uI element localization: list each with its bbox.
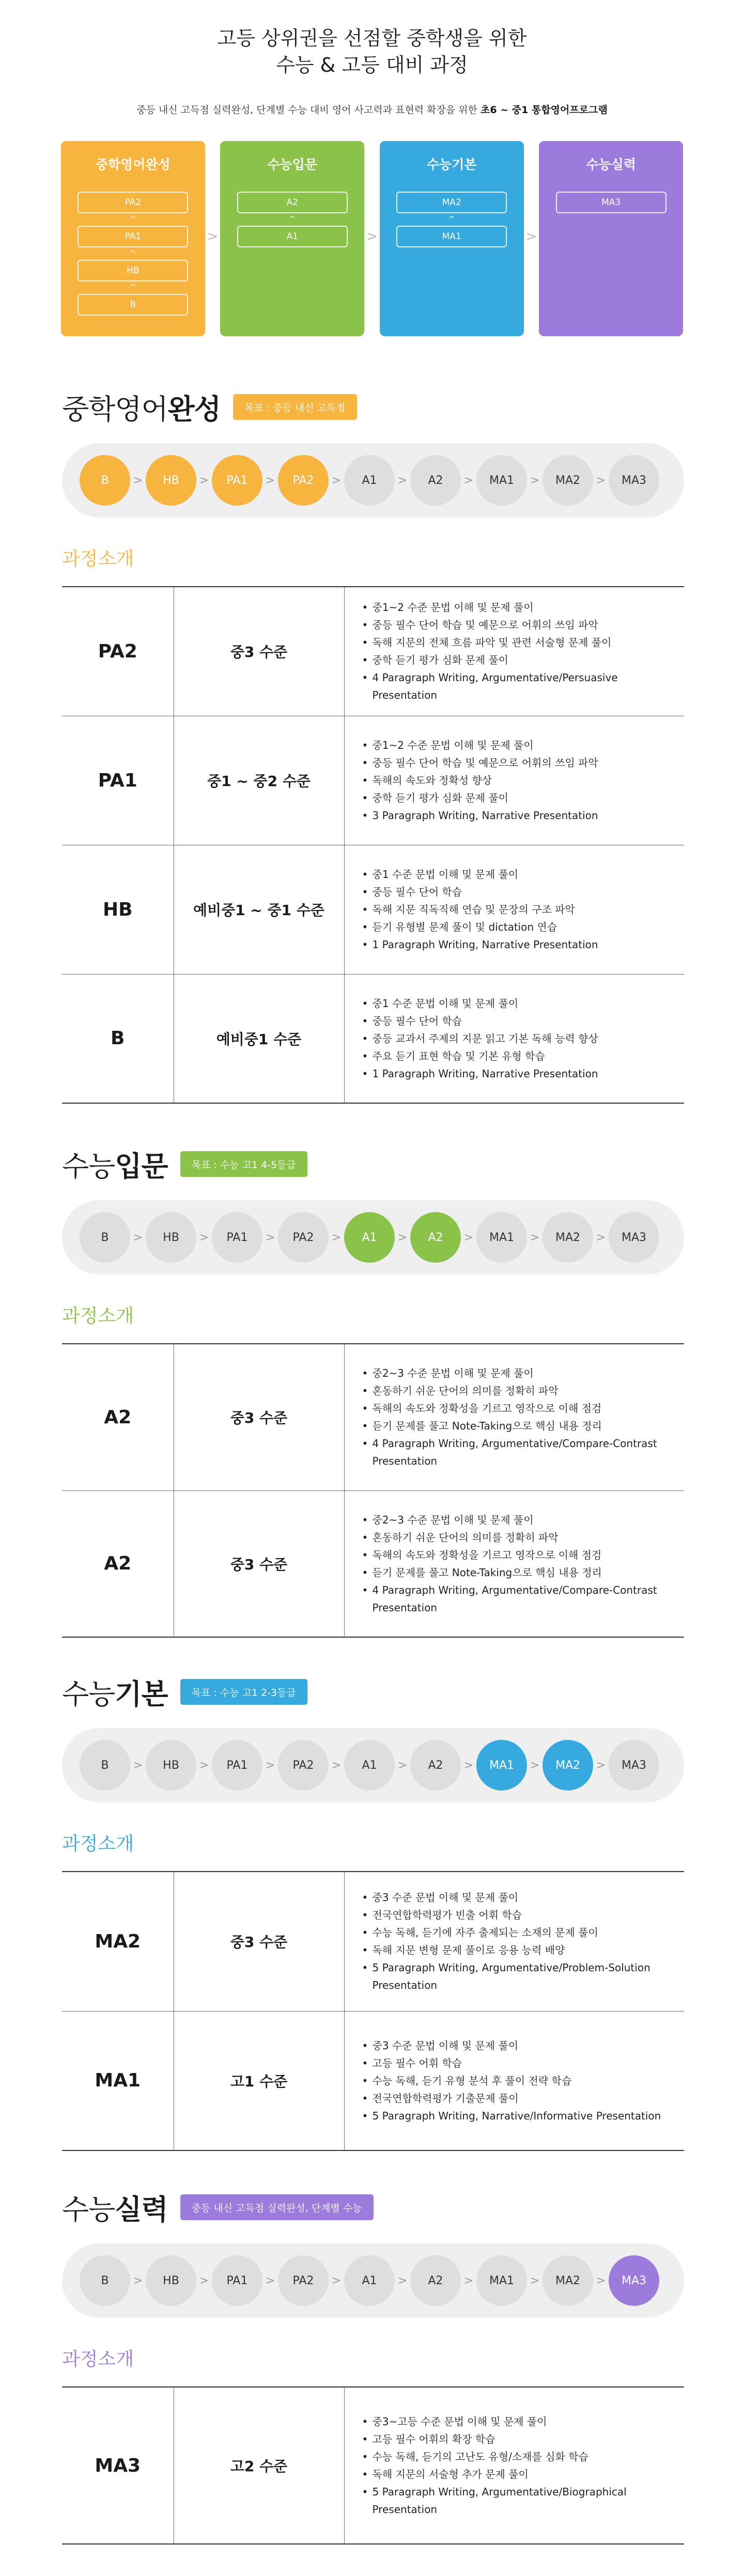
- level-dot: A2: [410, 1740, 461, 1790]
- grade-level: 중3 수준: [174, 1490, 344, 1637]
- section-suneung-advanced: [62, 2189, 684, 2544]
- list-item: • 중3 수준 문법 이해 및 문제 풀이: [362, 1889, 669, 1906]
- chevron-right-icon: >: [133, 1758, 143, 1772]
- section-title-bold: 완성: [167, 392, 221, 426]
- list-item: • 중3~고등 수준 문법 이해 및 문제 풀이: [362, 2413, 669, 2430]
- level-step: [593, 2255, 659, 2306]
- list-item: • 고등 필수 어휘 학습: [362, 2054, 669, 2072]
- level-step: [130, 1212, 196, 1263]
- level-dot: MA1: [476, 455, 527, 506]
- list-item: • 전국연합학력평가 빈출 어휘 학습: [362, 1906, 669, 1924]
- description-list: [362, 599, 669, 704]
- overview-level-pill: MA2: [396, 192, 507, 213]
- list-item: • 중2~3 수준 문법 이해 및 문제 풀이: [362, 1511, 669, 1529]
- list-item: • 중학 듣기 평가 심화 문제 풀이: [362, 651, 669, 669]
- chevron-right-icon: >: [265, 474, 275, 487]
- list-item: • 주요 듣기 표현 학습 및 기본 유형 학습: [362, 1047, 669, 1065]
- overview-level-pill: A1: [237, 226, 348, 247]
- level-dot: MA2: [542, 1212, 593, 1263]
- level-dot: A2: [410, 455, 461, 506]
- goal-badge: 목표 : 수능 고1 2-3등급: [180, 1679, 307, 1705]
- list-item: • 중학 듣기 평가 심화 문제 풀이: [362, 789, 669, 807]
- grade-level: 예비중1 ~ 중1 수준: [174, 845, 344, 974]
- list-item: • 수능 독해, 듣기에 자주 출제되는 소재의 문제 풀이: [362, 1924, 669, 1941]
- level-dot: B: [80, 455, 130, 506]
- grade-level: 고2 수준: [174, 2387, 344, 2544]
- level-dot: MA1: [476, 2255, 527, 2306]
- level-step: [395, 455, 461, 506]
- table-row: [62, 1490, 684, 1637]
- table-row: [62, 1872, 684, 2011]
- level-track: [62, 2243, 684, 2318]
- chevron-right-icon: >: [199, 1231, 209, 1244]
- chevron-right-icon: >: [397, 2274, 408, 2287]
- table-row: [62, 716, 684, 845]
- section-title: [62, 1144, 168, 1184]
- list-item: • 중등 필수 단어 학습 및 예문으로 어휘의 쓰임 파악: [362, 754, 669, 772]
- description-list: [362, 736, 669, 824]
- level-step: [262, 1740, 329, 1790]
- level-step: [593, 1740, 659, 1790]
- chevron-right-icon: >: [133, 474, 143, 487]
- level-step: [329, 1740, 395, 1790]
- section-title-normal: 수능: [62, 1677, 115, 1710]
- list-item: • 중등 교과서 주제의 지문 읽고 기본 독해 능력 향상: [362, 1030, 669, 1047]
- level-dot: A2: [410, 2255, 461, 2306]
- chevron-right-icon: >: [331, 1758, 342, 1772]
- level-step: [461, 455, 527, 506]
- level-step: [461, 1212, 527, 1263]
- list-item: • 독해의 속도와 정확성 향상: [362, 772, 669, 789]
- list-item: • 중등 필수 단어 학습: [362, 1012, 669, 1030]
- course-description: [344, 974, 684, 1103]
- level-step: [329, 2255, 395, 2306]
- level-step: [262, 1212, 329, 1263]
- table-row: [62, 974, 684, 1103]
- chevron-right-icon: >: [331, 2274, 342, 2287]
- description-list: [362, 1364, 669, 1470]
- hero-title: [0, 0, 744, 78]
- chevron-right-icon: >: [596, 2274, 606, 2287]
- level-step: [329, 1212, 395, 1263]
- table-row: [62, 1344, 684, 1490]
- level-step: [130, 455, 196, 506]
- level-step: [461, 1740, 527, 1790]
- section-title-bold: 실력: [115, 2193, 168, 2226]
- list-item: • 독해의 속도와 정확성을 기르고 영작으로 이해 점검: [362, 1400, 669, 1417]
- level-code: PA2: [62, 587, 174, 716]
- level-dot: MA2: [542, 2255, 593, 2306]
- chevron-right-icon: >: [596, 474, 606, 487]
- level-step: [395, 1212, 461, 1263]
- level-dot: PA2: [278, 1740, 329, 1790]
- caret-up-icon: ^: [129, 214, 136, 224]
- level-step: [593, 455, 659, 506]
- chevron-right-icon: >: [397, 1231, 408, 1244]
- course-description: [344, 716, 684, 845]
- overview-column: [220, 141, 364, 336]
- list-item: • 중1 수준 문법 이해 및 문제 풀이: [362, 866, 669, 883]
- level-step: [593, 1212, 659, 1263]
- overview-column-title: 수능기본: [426, 157, 477, 172]
- overview-column-title: 수능입문: [267, 157, 318, 172]
- description-list: [362, 995, 669, 1082]
- list-item: • 독해 지문의 서술형 추가 문제 풀이: [362, 2465, 669, 2483]
- hero-subtitle-text: 중등 내신 고득점 실력완성, 단계별 수능 대비 영어 사고력과 표현력 확장을 위한: [136, 104, 481, 116]
- overview-level-pill: PA2: [78, 192, 188, 213]
- list-item: • 전국연합학력평가 기출문제 풀이: [362, 2090, 669, 2107]
- goal-badge: 중등 내신 고득점 실력완성, 단계별 수능: [180, 2194, 374, 2220]
- chevron-right-icon: >: [530, 1231, 540, 1244]
- list-item: • 4 Paragraph Writing, Argumentative/Compare-Contrast Presentation: [362, 1435, 669, 1470]
- section-title-normal: 중학영어: [62, 392, 168, 426]
- level-step: [130, 1740, 196, 1790]
- overview-column: [61, 141, 205, 336]
- hero-title-line1: 고등 상위권을 선점할 중학생을 위한: [217, 27, 527, 50]
- overview-column-title: 중학영어완성: [95, 157, 171, 172]
- table-row: [62, 2387, 684, 2544]
- chevron-right-icon: >: [199, 474, 209, 487]
- list-item: • 4 Paragraph Writing, Argumentative/Compare-Contrast Presentation: [362, 1581, 669, 1616]
- overview-column-title: 수능실력: [586, 157, 636, 172]
- level-step: [80, 1740, 130, 1790]
- section-title-bold: 기본: [115, 1677, 168, 1710]
- list-item: • 듣기 유형별 문제 풀이 및 dictation 연습: [362, 918, 669, 936]
- list-item: • 3 Paragraph Writing, Narrative Presentation: [362, 807, 669, 824]
- level-step: [527, 1740, 593, 1790]
- chevron-right-icon: >: [265, 1758, 275, 1772]
- section-title-normal: 수능: [62, 2193, 115, 2226]
- overview-level-pill: B: [78, 294, 188, 316]
- grade-level: 예비중1 수준: [174, 974, 344, 1103]
- chevron-right-icon: >: [397, 1758, 408, 1772]
- description-list: [362, 1889, 669, 1994]
- course-description: [344, 1490, 684, 1637]
- level-step: [196, 455, 262, 506]
- list-item: • 5 Paragraph Writing, Narrative/Informative Presentation: [362, 2107, 669, 2125]
- course-description: [344, 845, 684, 974]
- level-code: A2: [62, 1490, 174, 1637]
- level-code: B: [62, 974, 174, 1103]
- caret-up-icon: ^: [448, 214, 455, 224]
- caret-up-icon: ^: [129, 248, 136, 258]
- section-header: [62, 388, 684, 426]
- level-step: [527, 2255, 593, 2306]
- chevron-right-icon: >: [596, 1758, 606, 1772]
- level-dot: A1: [344, 2255, 395, 2306]
- level-dot: A2: [410, 1212, 461, 1263]
- level-dot: MA2: [542, 455, 593, 506]
- list-item: • 혼동하기 쉬운 단어의 의미를 정확히 파악: [362, 1382, 669, 1400]
- overview-arrow-icon: >: [207, 229, 219, 244]
- section-title-bold: 입문: [115, 1150, 168, 1183]
- curriculum-table: [62, 1343, 684, 1638]
- level-step: [80, 2255, 130, 2306]
- level-dot: HB: [146, 455, 196, 506]
- level-dot: B: [80, 1740, 130, 1790]
- description-list: [362, 866, 669, 953]
- level-code: MA3: [62, 2387, 174, 2544]
- list-item: • 중2~3 수준 문법 이해 및 문제 풀이: [362, 1364, 669, 1382]
- chevron-right-icon: >: [199, 2274, 209, 2287]
- list-item: • 중1~2 수준 문법 이해 및 문제 풀이: [362, 736, 669, 754]
- level-dot: A1: [344, 1212, 395, 1263]
- list-item: • 고등 필수 어휘의 확장 학습: [362, 2430, 669, 2448]
- level-step: [262, 455, 329, 506]
- level-dot: MA2: [542, 1740, 593, 1790]
- level-dot: HB: [146, 1740, 196, 1790]
- level-step: [527, 455, 593, 506]
- caret-up-icon: ^: [289, 214, 296, 224]
- level-step: [527, 1212, 593, 1263]
- level-dot: MA3: [609, 2255, 659, 2306]
- level-dot: A1: [344, 455, 395, 506]
- level-dot: PA1: [212, 2255, 262, 2306]
- section-header: [62, 1145, 684, 1183]
- level-step: [80, 455, 130, 506]
- level-dot: MA3: [609, 455, 659, 506]
- chevron-right-icon: >: [463, 2274, 474, 2287]
- level-track: [62, 1728, 684, 1802]
- curriculum-table: [62, 586, 684, 1104]
- program-overview: [61, 141, 683, 336]
- level-dot: MA1: [476, 1740, 527, 1790]
- section-title: [62, 1672, 168, 1712]
- overview-level-pill: A2: [237, 192, 348, 213]
- goal-badge: 목표 : 중등 내신 고득점: [233, 394, 357, 420]
- hero-title-line2: 수능 & 고등 대비 과정: [276, 54, 468, 76]
- overview-arrow-icon: >: [525, 229, 537, 244]
- chevron-right-icon: >: [530, 2274, 540, 2287]
- hero-subtitle-bold: 초6 ~ 중1 통합영어프로그램: [481, 104, 608, 116]
- list-item: • 듣기 문제를 풀고 Note-Taking으로 핵심 내용 정리: [362, 1417, 669, 1435]
- list-item: • 수능 독해, 듣기 유형 분석 후 풀이 전략 학습: [362, 2072, 669, 2090]
- section-title: [62, 387, 221, 427]
- chevron-right-icon: >: [331, 1231, 342, 1244]
- level-step: [395, 2255, 461, 2306]
- section-header: [62, 2189, 684, 2226]
- section-header: [62, 1673, 684, 1710]
- level-track: [62, 443, 684, 517]
- hero-subtitle: [0, 102, 744, 116]
- list-item: • 독해 지문 직독직해 연습 및 문장의 구조 파악: [362, 901, 669, 918]
- level-dot: PA1: [212, 455, 262, 506]
- level-code: MA1: [62, 2011, 174, 2150]
- level-step: [130, 2255, 196, 2306]
- grade-level: 중3 수준: [174, 1344, 344, 1490]
- course-intro-heading: 과정소개: [62, 2349, 134, 2370]
- level-dot: MA1: [476, 1212, 527, 1263]
- overview-arrow-icon: >: [366, 229, 378, 244]
- overview-column: [380, 141, 524, 336]
- table-row: [62, 845, 684, 974]
- chevron-right-icon: >: [397, 474, 408, 487]
- level-code: HB: [62, 845, 174, 974]
- level-dot: A1: [344, 1740, 395, 1790]
- level-code: PA1: [62, 716, 174, 845]
- chevron-right-icon: >: [265, 1231, 275, 1244]
- overview-column: [539, 141, 683, 336]
- level-step: [196, 2255, 262, 2306]
- description-list: [362, 1511, 669, 1616]
- level-step: [80, 1212, 130, 1263]
- grade-level: 고1 수준: [174, 2011, 344, 2150]
- chevron-right-icon: >: [265, 2274, 275, 2287]
- list-item: • 독해의 속도와 정확성을 기르고 영작으로 이해 점검: [362, 1546, 669, 1564]
- list-item: • 독해 지문의 전체 흐름 파악 및 관련 서술형 문제 풀이: [362, 634, 669, 651]
- table-row: [62, 587, 684, 716]
- table-row: [62, 2011, 684, 2150]
- section-title-normal: 수능: [62, 1150, 115, 1183]
- level-step: [461, 2255, 527, 2306]
- list-item: • 수능 독해, 듣기의 고난도 유형/소재를 심화 학습: [362, 2448, 669, 2465]
- level-dot: MA3: [609, 1740, 659, 1790]
- level-step: [196, 1740, 262, 1790]
- level-track: [62, 1200, 684, 1275]
- course-description: [344, 2387, 684, 2544]
- chevron-right-icon: >: [133, 2274, 143, 2287]
- section-title: [62, 2188, 168, 2227]
- list-item: • 혼동하기 쉬운 단어의 의미를 정확히 파악: [362, 1529, 669, 1546]
- chevron-right-icon: >: [463, 474, 474, 487]
- curriculum-table: [62, 2386, 684, 2544]
- level-dot: PA1: [212, 1212, 262, 1263]
- curriculum-table: [62, 1871, 684, 2151]
- list-item: • 듣기 문제를 풀고 Note-Taking으로 핵심 내용 정리: [362, 1564, 669, 1581]
- level-code: MA2: [62, 1872, 174, 2011]
- level-dot: PA1: [212, 1740, 262, 1790]
- list-item: • 중1 수준 문법 이해 및 문제 풀이: [362, 995, 669, 1012]
- grade-level: 중3 수준: [174, 1872, 344, 2011]
- level-step: [395, 1740, 461, 1790]
- level-dot: PA2: [278, 2255, 329, 2306]
- list-item: • 중등 필수 단어 학습 및 예문으로 어휘의 쓰임 파악: [362, 616, 669, 634]
- level-dot: MA3: [609, 1212, 659, 1263]
- level-dot: PA2: [278, 455, 329, 506]
- level-dot: HB: [146, 1212, 196, 1263]
- caret-up-icon: ^: [129, 282, 136, 292]
- overview-level-pill: HB: [78, 260, 188, 281]
- list-item: • 1 Paragraph Writing, Narrative Presentation: [362, 936, 669, 953]
- level-code: A2: [62, 1344, 174, 1490]
- section-suneung-basic: [62, 1673, 684, 2151]
- list-item: • 4 Paragraph Writing, Argumentative/Persuasive Presentation: [362, 669, 669, 704]
- chevron-right-icon: >: [331, 474, 342, 487]
- list-item: • 독해 지문 변형 문제 풀이로 응용 능력 배양: [362, 1941, 669, 1959]
- chevron-right-icon: >: [199, 1758, 209, 1772]
- chevron-right-icon: >: [463, 1231, 474, 1244]
- level-step: [329, 455, 395, 506]
- level-dot: B: [80, 1212, 130, 1263]
- chevron-right-icon: >: [530, 474, 540, 487]
- list-item: • 5 Paragraph Writing, Argumentative/Problem-Solution Presentation: [362, 1959, 669, 1994]
- course-description: [344, 1872, 684, 2011]
- overview-level-pill: PA1: [78, 226, 188, 247]
- course-description: [344, 1344, 684, 1490]
- chevron-right-icon: >: [596, 1231, 606, 1244]
- section-middle-school-complete: [62, 388, 684, 1104]
- course-intro-heading: 과정소개: [62, 548, 134, 570]
- list-item: • 5 Paragraph Writing, Argumentative/Biographical Presentation: [362, 2483, 669, 2518]
- course-intro-heading: 과정소개: [62, 1306, 134, 1327]
- list-item: • 중등 필수 단어 학습: [362, 883, 669, 901]
- level-dot: B: [80, 2255, 130, 2306]
- grade-level: 중1 ~ 중2 수준: [174, 716, 344, 845]
- overview-level-pill: MA3: [556, 192, 667, 213]
- grade-level: 중3 수준: [174, 587, 344, 716]
- course-description: [344, 587, 684, 716]
- level-dot: HB: [146, 2255, 196, 2306]
- section-suneung-intro: [62, 1145, 684, 1638]
- list-item: • 중3 수준 문법 이해 및 문제 풀이: [362, 2037, 669, 2054]
- course-description: [344, 2011, 684, 2150]
- course-intro-heading: 과정소개: [62, 1833, 134, 1855]
- level-step: [262, 2255, 329, 2306]
- goal-badge: 목표 : 수능 고1 4-5등급: [180, 1151, 307, 1177]
- overview-level-pill: MA1: [396, 226, 507, 247]
- level-dot: PA2: [278, 1212, 329, 1263]
- chevron-right-icon: >: [463, 1758, 474, 1772]
- chevron-right-icon: >: [133, 1231, 143, 1244]
- level-step: [196, 1212, 262, 1263]
- description-list: [362, 2413, 669, 2518]
- list-item: • 1 Paragraph Writing, Narrative Presentation: [362, 1065, 669, 1082]
- chevron-right-icon: >: [530, 1758, 540, 1772]
- list-item: • 중1~2 수준 문법 이해 및 문제 풀이: [362, 599, 669, 616]
- description-list: [362, 2037, 669, 2125]
